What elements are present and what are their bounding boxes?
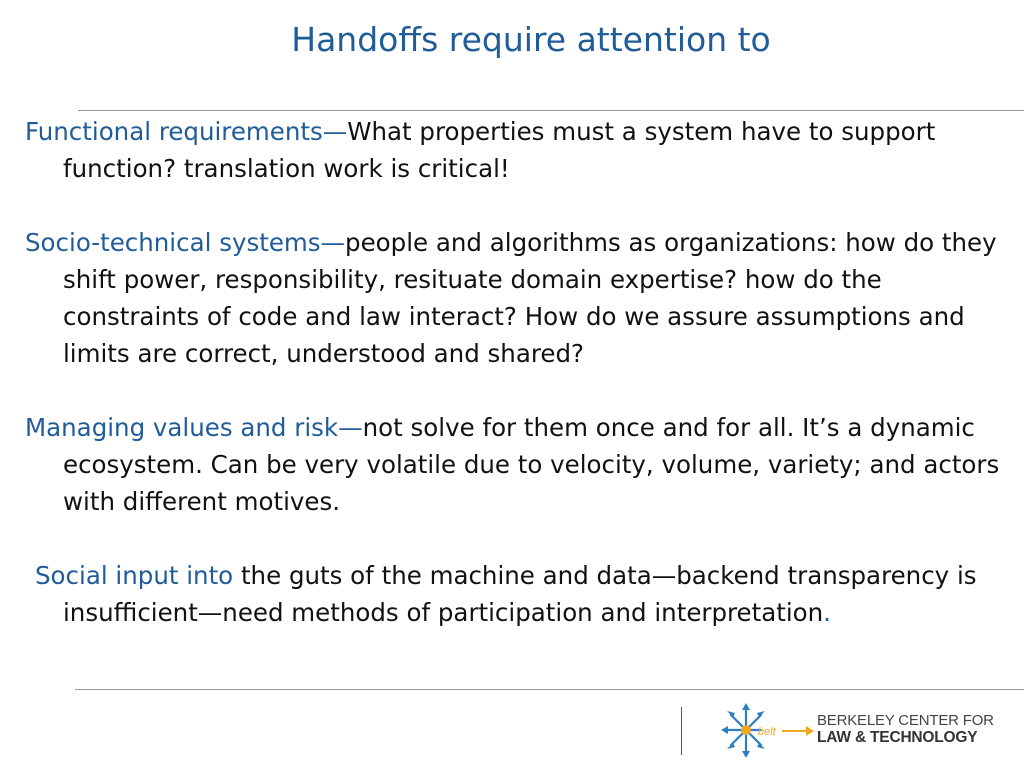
logo-mark-text: belt xyxy=(758,726,776,738)
paragraph-functional-requirements xyxy=(25,113,1015,187)
logo-line-2: LAW & TECHNOLOGY xyxy=(817,729,978,746)
slide-body xyxy=(25,113,1015,631)
logo-wordmark xyxy=(817,712,994,747)
paragraph-body: not solve for them once and for all. It’s a dynamic ecosystem. Can be very volatile due to velocity, volume, variety; and actors with different motives. xyxy=(63,413,1000,516)
paragraph-tail: . xyxy=(823,598,831,627)
logo-line-1: BERKELEY CENTER FOR xyxy=(817,712,994,729)
paragraph-lead: Social input into xyxy=(35,561,241,590)
bottom-divider xyxy=(75,689,1024,690)
paragraph-socio-technical-systems xyxy=(25,224,1015,372)
paragraph-body: What properties must a system have to support function? translation work is critical! xyxy=(63,117,936,183)
paragraph-lead: Managing values and risk— xyxy=(25,413,363,442)
paragraph-social-input xyxy=(35,557,1024,631)
paragraph-lead: Socio-technical systems— xyxy=(25,228,346,257)
footer-vertical-divider xyxy=(681,707,682,755)
paragraph-lead: Functional requirements— xyxy=(25,117,348,146)
starburst-logo-icon xyxy=(720,700,816,760)
top-divider xyxy=(78,110,1024,111)
paragraph-managing-values xyxy=(25,409,1015,520)
paragraph-body: the guts of the machine and data—backend transparency is insufficient—need methods of participation and interpretation xyxy=(63,561,977,627)
slide-title: Handoffs require attention to xyxy=(291,20,771,59)
bclt-logo xyxy=(720,700,1020,760)
paragraph-body: people and algorithms as organizations: how do they shift power, responsibility, resituate domain expertise? how do the constraints of code and law interact? How do we assure assumptions and limits are correct, understood and shared? xyxy=(63,228,997,368)
